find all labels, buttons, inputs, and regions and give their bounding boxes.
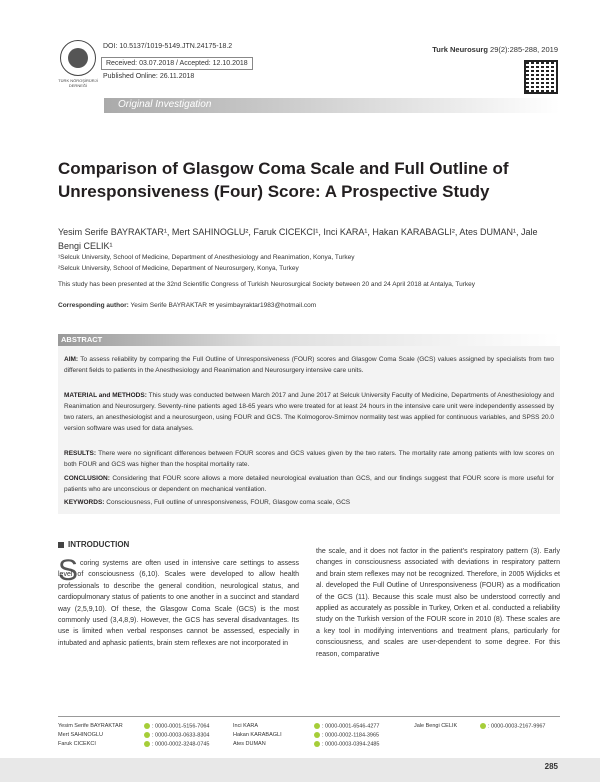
- journal-name: Turk Neurosurg: [432, 45, 488, 54]
- doi[interactable]: DOI: 10.5137/1019-5149.JTN.24175-18.2: [103, 43, 233, 50]
- abstract-banner: [58, 334, 560, 346]
- orcid-name: Hakan KARABAGLI: [233, 732, 282, 738]
- presentation-note: This study has been presented at the 32nd Scientific Congress of Turkish Neurosurgical Society between 20 and 24 April 2018 at Antalya, Turkey: [58, 281, 475, 288]
- orcid-name: Jale Bengi CELIK: [414, 723, 458, 729]
- orcid-id[interactable]: : 0000-0002-3248-0745: [152, 741, 210, 748]
- methods-text: This study was conducted between March 2017 and June 2017 at Selcuk University Faculty of Medicine, Departments of Anesthesiology and Reanimation and Neurosurgery. Seventy-nine patients aged 18-65 years who were treated for at least 24 hours in the intensive care unit were independently assessed by two raters, an anesthesiologist and a neurosurgeon, using FOUR and GCS. The Kolmogorov-Smirnov normality test was applied for continuous variables, and SPSS 20.0 version software was used for data analyses.: [64, 392, 554, 432]
- corresponding-author: [58, 301, 316, 309]
- aim-text: To assess reliability by comparing the Full Outline of Unresponsiveness (FOUR) scores and Glasgow Coma Scale (GCS) values assigned by specialists from two different fields to patients in the Anesthesiology and Reanimation and Neurosurgery intensive care units.: [64, 356, 554, 374]
- abstract-aim: [64, 354, 554, 376]
- page-number: 285: [544, 762, 558, 771]
- orcid-id[interactable]: : 0000-0003-0394-2485: [322, 741, 380, 748]
- qr-code: [524, 60, 558, 94]
- results-label: RESULTS:: [64, 450, 97, 457]
- orcid-entry: [233, 723, 258, 729]
- results-text: There were no significant differences between FOUR scores and GCS values given by the two raters. The mortality rate among patients with low scores on both FOUR and GCS was higher than the hospital mortality rate.: [64, 450, 554, 468]
- orcid-id[interactable]: : 0000-0003-0633-8304: [152, 732, 210, 739]
- corr-value[interactable]: Yesim Serife BAYRAKTAR ✉ yesimbayraktar1983@hotmail.com: [128, 302, 317, 309]
- orcid-entry[interactable]: [312, 723, 380, 729]
- orcid-entry: [58, 732, 103, 738]
- orcid-name: Mert SAHINOGLU: [58, 732, 103, 738]
- body-column-2: the scale, and it does not factor in the patient's respiratory pattern (3). Early changes in consciousness associated with deviations in respiratory pattern and brain stem reflexes may not be recognized. Therefore, in 2005 Wijdicks et al. developed the Full Outline of Unresponsiveness (FOUR) as a modification of the GCS (11). Because this scale must also be understood correctly and applied as accurately as possible in Turkey, Orken et al. conducted a reliability study on the Turkish version of the FOUR score in 2010 (8). These scales are a key tool in modifying interventions and treatment plans, particularly for consciousness, and scales are user-dependent to some degree. For this reason, comparative: [316, 548, 560, 658]
- body-column-1: coring systems are often used in intensive care settings to assess level of consciousness (6,10). Scales were developed to allow health professionals to describe the general condition, neurological status, and cardiopulmonary status of patients to one another in a succinct and standard way (2,5,9,10). Of these, the Glasgow Coma Scale (GCS) is the most commonly used (3,4,8,9). However, the GCS has several disadvantages. Its use is limited when verbal responses cannot be assessed, especially in intubated and aphasic patients, brain stem reflexes are not incorporated in: [58, 560, 299, 647]
- section-label: Original Investigation: [118, 99, 212, 110]
- keywords-text: Consciousness, Full outline of unresponsiveness, FOUR, Glasgow coma scale, GCS: [104, 499, 351, 506]
- orcid-id[interactable]: : 0000-0001-5156-7064: [152, 723, 210, 730]
- footer-bar: [0, 758, 600, 782]
- orcid-name: Ates DUMAN: [233, 741, 266, 747]
- orcid-entry: [414, 723, 457, 729]
- orcid-icon: [480, 723, 486, 729]
- orcid-id[interactable]: : 0000-0002-1184-3965: [322, 732, 380, 739]
- introduction-heading: [58, 540, 129, 549]
- orcid-entry[interactable]: [142, 741, 210, 747]
- abstract-results: [64, 448, 554, 470]
- published-online: Published Online: 26.11.2018: [103, 73, 195, 80]
- orcid-entry: [58, 723, 123, 729]
- drop-cap: S: [58, 554, 79, 587]
- orcid-icon: [144, 732, 150, 738]
- abstract-heading: ABSTRACT: [61, 335, 103, 344]
- footer-divider: [58, 716, 560, 717]
- orcid-entry: [233, 741, 266, 747]
- orcid-id[interactable]: : 0000-0001-6546-4277: [322, 723, 380, 730]
- orcid-entry[interactable]: [142, 723, 210, 729]
- abstract-keywords: [64, 497, 554, 508]
- orcid-entry[interactable]: [312, 741, 380, 747]
- logo-label: TÜRK NÖROŞİRÜRJİ DERNEĞİ: [58, 78, 98, 88]
- orcid-entry[interactable]: [312, 732, 379, 738]
- journal-citation: [432, 45, 558, 54]
- orcid-name: Inci KARA: [233, 723, 259, 729]
- article-title: Comparison of Glasgow Coma Scale and Full Outline of Unresponsiveness (Four) Score: A Prospective Study: [58, 159, 509, 201]
- bullet-square-icon: [58, 542, 64, 548]
- author-list: Yesim Serife BAYRAKTAR¹, Mert SAHINOGLU², Faruk CICEKCI¹, Inci KARA¹, Hakan KARABAGLI², Ates DUMAN¹, Jale Bengi CELIK¹: [58, 227, 538, 251]
- introduction-label: INTRODUCTION: [68, 540, 130, 549]
- affiliation-1: ¹Selcuk University, School of Medicine, Department of Anesthesiology and Reanimation, Konya, Turkey: [58, 254, 355, 261]
- journal-ref: 29(2):285-288, 2019: [487, 45, 558, 54]
- orcid-icon: [144, 723, 150, 729]
- society-logo: [60, 40, 96, 76]
- corr-label: Corresponding author:: [58, 302, 129, 309]
- orcid-name: Faruk CICEKCI: [58, 741, 96, 747]
- aim-label: AIM:: [64, 356, 79, 363]
- orcid-name: Yesim Serife BAYRAKTAR: [58, 723, 123, 729]
- abstract-methods: [64, 390, 554, 434]
- received-accepted: Received: 03.07.2018 / Accepted: 12.10.2018: [101, 57, 253, 70]
- orcid-entry[interactable]: [142, 732, 210, 738]
- methods-label: MATERIAL and METHODS:: [64, 392, 147, 399]
- orcid-icon: [314, 732, 320, 738]
- orcid-icon: [314, 723, 320, 729]
- orcid-entry: [58, 741, 96, 747]
- conclusion-label: CONCLUSION:: [64, 475, 110, 482]
- affiliation-2: ²Selcuk University, School of Medicine, Department of Neurosurgery, Konya, Turkey: [58, 265, 299, 272]
- section-banner: [104, 98, 560, 113]
- orcid-icon: [314, 741, 320, 747]
- orcid-id[interactable]: : 0000-0003-2167-9967: [488, 723, 546, 730]
- orcid-icon: [144, 741, 150, 747]
- conclusion-text: Considering that FOUR score allows a more detailed neurological evaluation than GCS, and our findings suggest that FOUR score is more useful for patients who are unconscious or dependent on mechanical ventilation.: [64, 475, 554, 493]
- abstract-conclusion: [64, 473, 554, 495]
- orcid-entry[interactable]: [478, 723, 546, 729]
- orcid-entry: [233, 732, 282, 738]
- keywords-label: KEYWORDS:: [64, 499, 105, 506]
